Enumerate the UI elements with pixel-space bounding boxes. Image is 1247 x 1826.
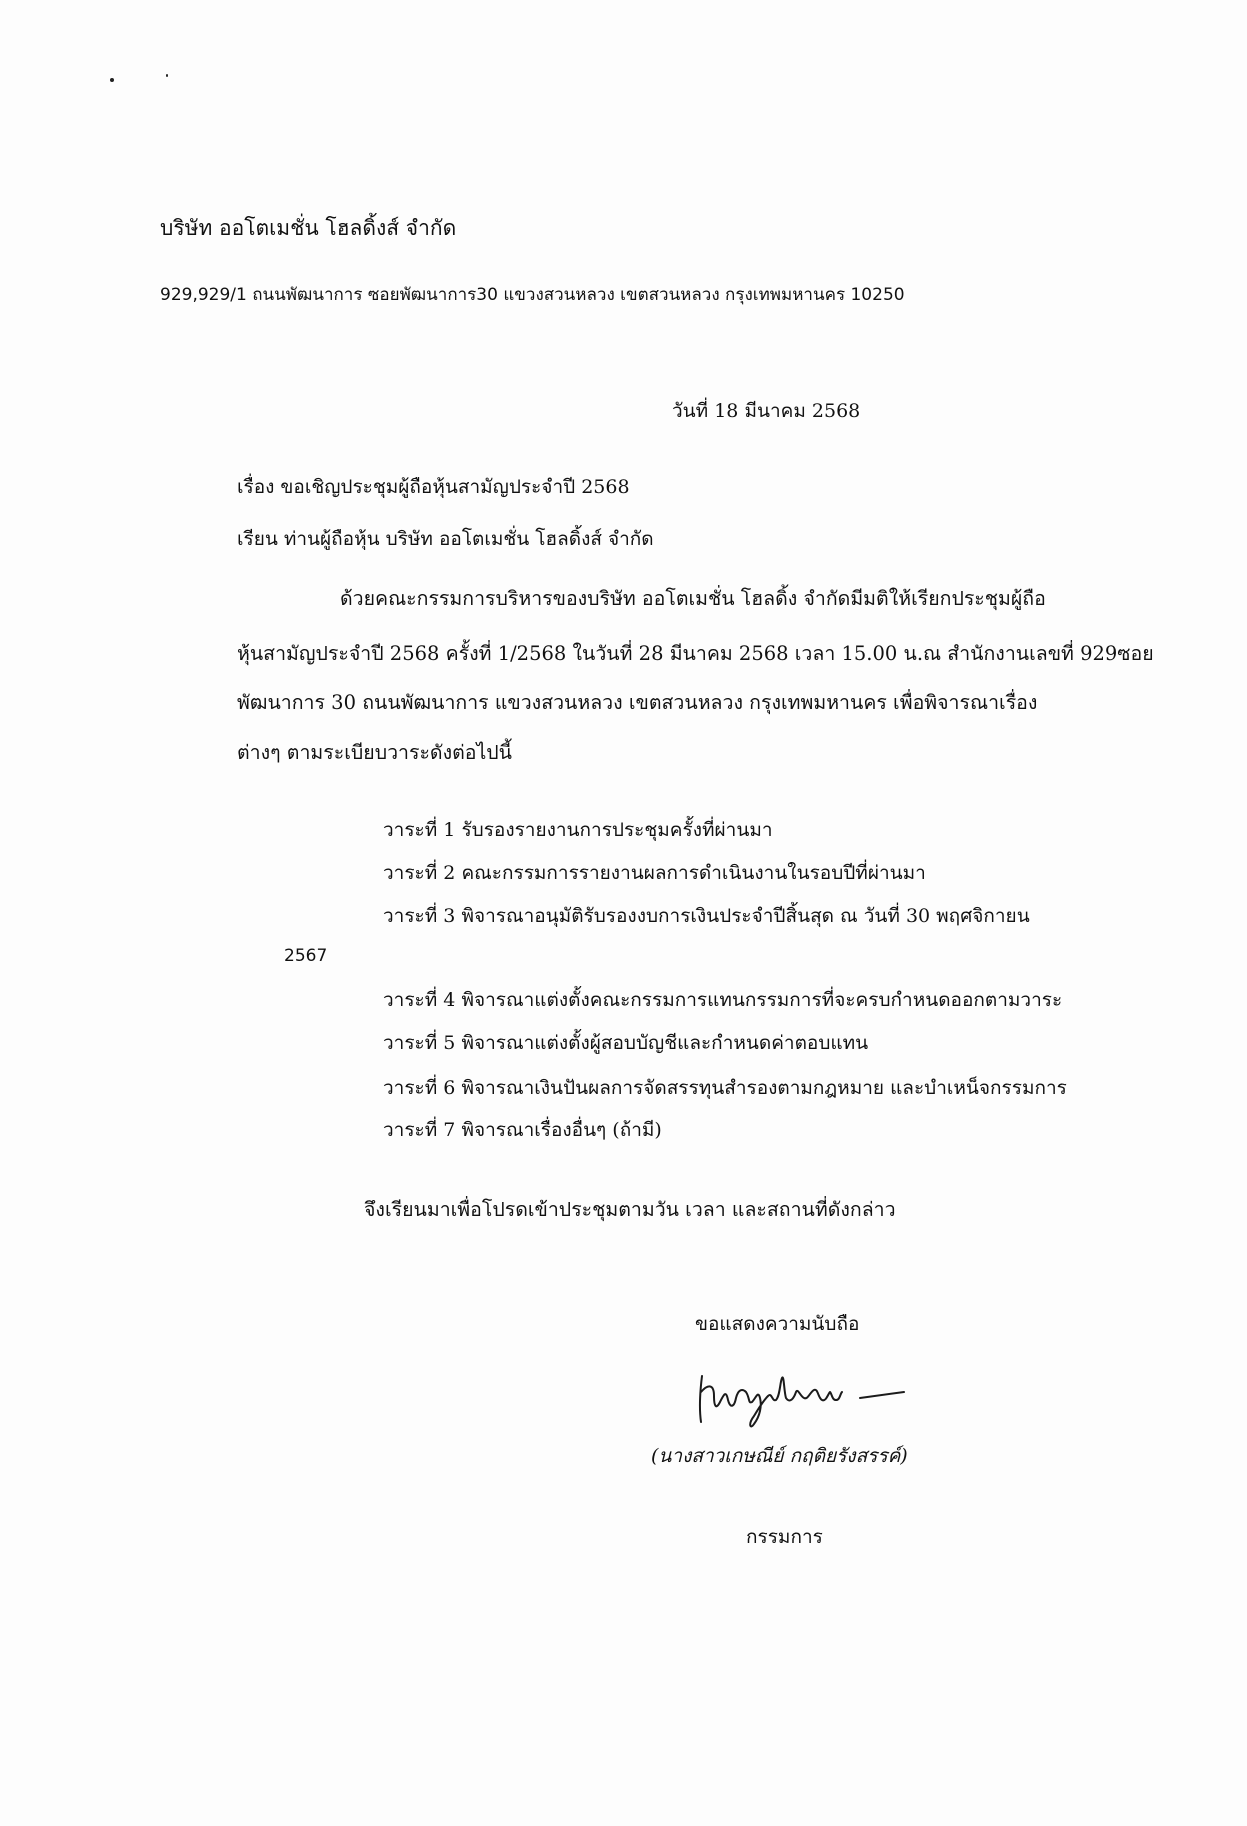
handwritten-signature xyxy=(690,1362,930,1434)
agenda-item: วาระที่ 7 พิจารณาเรื่องอื่นๆ (ถ้ามี) xyxy=(383,1119,662,1141)
agenda-item-continuation: 2567 xyxy=(284,946,328,966)
signer-title: กรรมการ xyxy=(746,1526,823,1548)
letter-salutation: เรียน ท่านผู้ถือหุ้น บริษัท ออโตเมชั่น โฮลดิ้งส์ จำกัด xyxy=(237,528,654,550)
signer-name: (นางสาวเกษณีย์ กฤติยรังสรรค์) xyxy=(651,1445,908,1467)
agenda-item: วาระที่ 5 พิจารณาแต่งตั้งผู้สอบบัญชีและกำหนดค่าตอบแทน xyxy=(383,1032,869,1054)
body-paragraph-line: ต่างๆ ตามระเบียบวาระดังต่อไปนี้ xyxy=(237,741,512,764)
body-paragraph-line: หุ้นสามัญประจำปี 2568 ครั้งที่ 1/2568 ในวันที่ 28 มีนาคม 2568 เวลา 15.00 น.ณ สำนักงานเลขที่ 929ซอย xyxy=(237,642,1154,665)
company-address: 929,929/1 ถนนพัฒนาการ ซอยพัฒนาการ30 แขวงสวนหลวง เขตสวนหลวง กรุงเทพมหานคร 10250 xyxy=(160,285,905,305)
agenda-item: วาระที่ 2 คณะกรรมการรายงานผลการดำเนินงานในรอบปีที่ผ่านมา xyxy=(383,862,926,884)
agenda-item: วาระที่ 4 พิจารณาแต่งตั้งคณะกรรมการแทนกรรมการที่จะครบกำหนดออกตามวาระ xyxy=(383,989,1063,1011)
closing-sentence: จึงเรียนมาเพื่อโปรดเข้าประชุมตามวัน เวลา และสถานที่ดังกล่าว xyxy=(364,1198,896,1221)
agenda-item: วาระที่ 6 พิจารณาเงินปันผลการจัดสรรทุนสำรองตามกฎหมาย และบำเหน็จกรรมการ xyxy=(383,1077,1067,1099)
scan-speck xyxy=(110,78,114,82)
closing-regards: ขอแสดงความนับถือ xyxy=(695,1313,860,1335)
company-name: บริษัท ออโตเมชั่น โฮลดิ้งส์ จำกัด xyxy=(160,216,457,240)
body-paragraph-line: ด้วยคณะกรรมการบริหารของบริษัท ออโตเมชั่น โฮลดิ้ง จำกัดมีมติให้เรียกประชุมผู้ถือ xyxy=(340,587,1046,610)
agenda-item: วาระที่ 3 พิจารณาอนุมัติรับรองงบการเงินประจำปีสิ้นสุด ณ วันที่ 30 พฤศจิกายน xyxy=(383,905,1030,927)
agenda-item: วาระที่ 1 รับรองรายงานการประชุมครั้งที่ผ่านมา xyxy=(383,819,773,841)
letter-subject: เรื่อง ขอเชิญประชุมผู้ถือหุ้นสามัญประจำปี 2568 xyxy=(237,476,630,498)
letter-date: วันที่ 18 มีนาคม 2568 xyxy=(672,400,861,422)
scan-speck xyxy=(166,74,168,77)
body-paragraph-line: พัฒนาการ 30 ถนนพัฒนาการ แขวงสวนหลวง เขตสวนหลวง กรุงเทพมหานคร เพื่อพิจารณาเรื่อง xyxy=(237,691,1038,714)
